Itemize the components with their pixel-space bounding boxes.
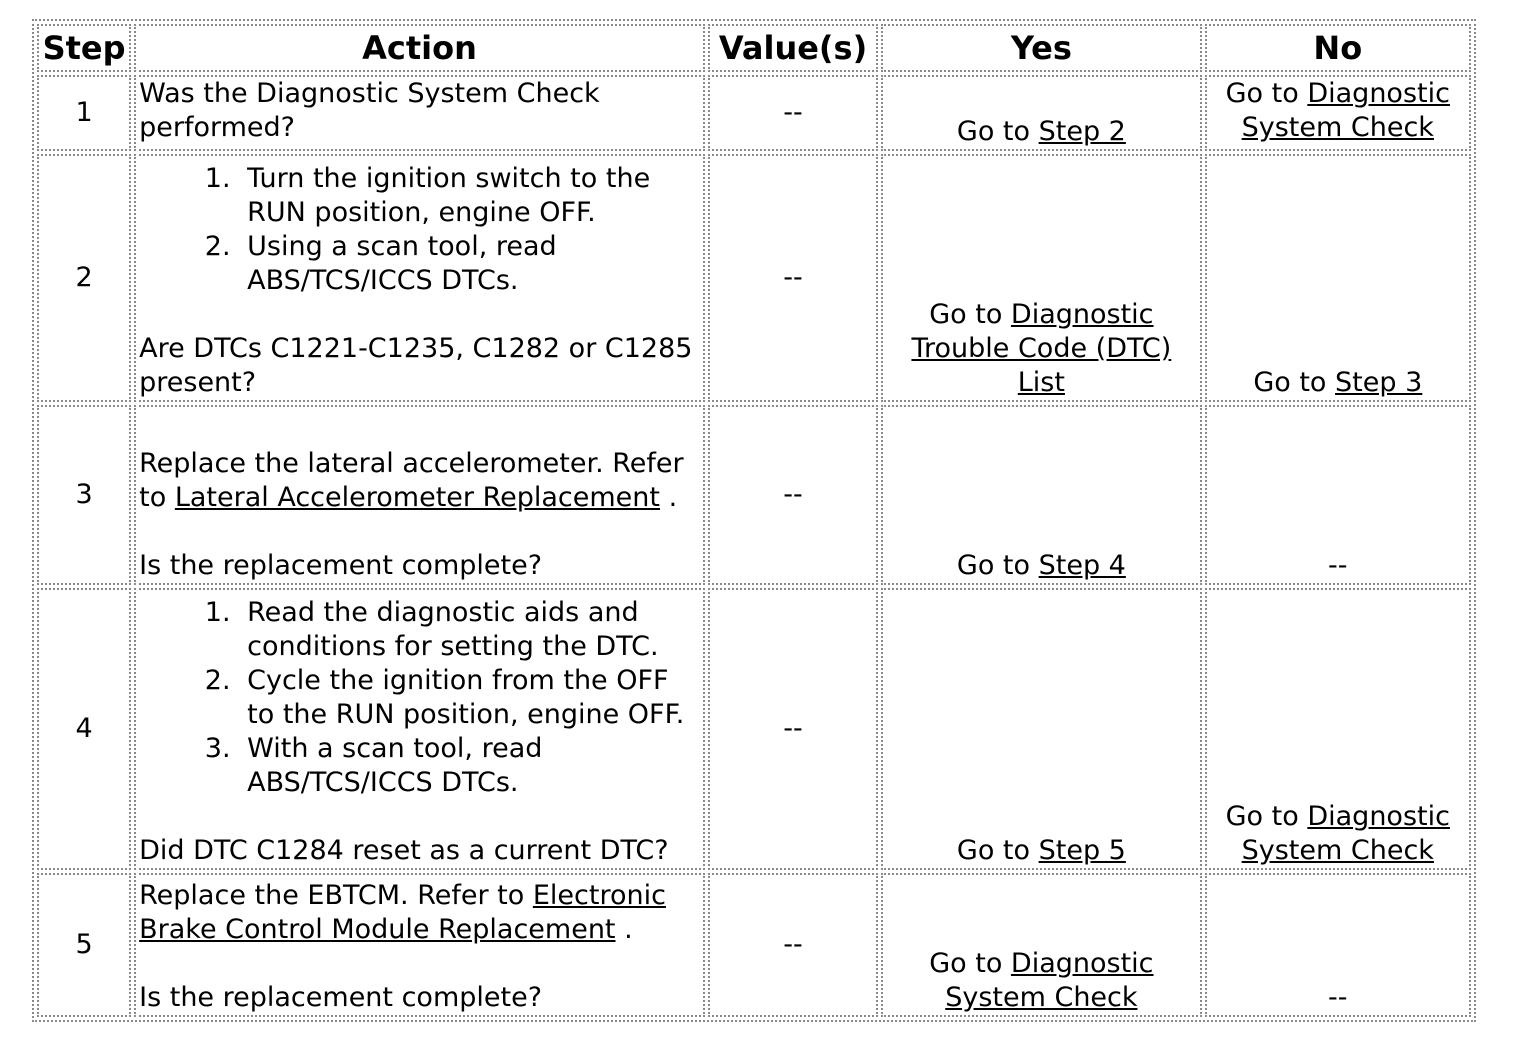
- action-cell: [134, 405, 705, 585]
- action-intro: [139, 447, 700, 515]
- no-cell: [1205, 154, 1471, 402]
- value-cell: --: [708, 75, 878, 151]
- table-row: [37, 405, 1471, 585]
- action-step-item: 1. Read the diagnostic aids and conditions for setting the DTC.: [239, 596, 700, 664]
- action-question: Was the Diagnostic System Check performed?: [139, 78, 600, 143]
- action-step-item: 1. Turn the ignition switch to the RUN position, engine OFF.: [239, 162, 700, 230]
- action-intro-end: .: [659, 482, 678, 513]
- action-cell: [134, 873, 705, 1017]
- action-intro-text: Replace the lateral accelerometer. Refer to: [139, 448, 684, 513]
- action-intro: [139, 879, 700, 947]
- action-step-item: 3. With a scan tool, read ABS/TCS/ICCS DTCs.: [239, 732, 700, 800]
- yes-link-step-4[interactable]: Step 4: [1038, 550, 1126, 581]
- no-prefix: Go to: [1253, 367, 1336, 398]
- action-cell: [134, 588, 705, 870]
- header-action: Action: [134, 24, 705, 72]
- yes-prefix: Go to: [929, 299, 1011, 330]
- header-row: [37, 24, 1471, 72]
- yes-cell: [881, 588, 1201, 870]
- no-link-step-3[interactable]: Step 3: [1335, 367, 1423, 398]
- action-question: Is the replacement complete?: [139, 550, 543, 581]
- yes-prefix: Go to: [956, 835, 1039, 866]
- yes-cell: [881, 75, 1201, 151]
- action-cell: [134, 154, 705, 402]
- step-number: 4: [37, 588, 131, 870]
- table-row: [37, 873, 1471, 1017]
- header-no: No: [1205, 24, 1471, 72]
- step-number: 5: [37, 873, 131, 1017]
- header-step: Step: [37, 24, 131, 72]
- value-cell: --: [708, 873, 878, 1017]
- table-row: [37, 154, 1471, 402]
- step-number: 3: [37, 405, 131, 585]
- no-cell: --: [1205, 873, 1471, 1017]
- yes-cell: [881, 873, 1201, 1017]
- no-prefix: Go to: [1225, 78, 1308, 109]
- action-question: Is the replacement complete?: [139, 982, 543, 1013]
- diagnostic-table: [32, 19, 1476, 1022]
- yes-prefix: Go to: [929, 948, 1011, 979]
- lateral-accelerometer-replacement-link[interactable]: Lateral Accelerometer Replacement: [174, 482, 660, 513]
- value-cell: --: [708, 588, 878, 870]
- action-step-item: 2. Using a scan tool, read ABS/TCS/ICCS DTCs.: [239, 230, 700, 298]
- yes-link-step-5[interactable]: Step 5: [1038, 835, 1126, 866]
- action-steps-list: [139, 596, 700, 800]
- step-number: 1: [37, 75, 131, 151]
- action-steps-list: [139, 162, 700, 298]
- action-step-item: 2. Cycle the ignition from the OFF to the RUN position, engine OFF.: [239, 664, 700, 732]
- action-intro-end: .: [615, 914, 633, 945]
- action-question: Did DTC C1284 reset as a current DTC?: [139, 835, 669, 866]
- step-number: 2: [37, 154, 131, 402]
- yes-prefix: Go to: [956, 550, 1039, 581]
- yes-prefix: Go to: [956, 116, 1039, 147]
- no-prefix: Go to: [1225, 801, 1308, 832]
- yes-link-diagnostic-system-check[interactable]: Diagnostic System Check: [945, 948, 1154, 1013]
- header-values: Value(s): [708, 24, 878, 72]
- ebcm-replacement-link[interactable]: Electronic Brake Control Module Replacement: [139, 880, 666, 945]
- no-link-diagnostic-system-check[interactable]: Diagnostic System Check: [1241, 78, 1450, 143]
- no-link-diagnostic-system-check[interactable]: Diagnostic System Check: [1241, 801, 1450, 866]
- value-cell: --: [708, 405, 878, 585]
- table-row: [37, 588, 1471, 870]
- yes-link-dtc-list[interactable]: Diagnostic Trouble Code (DTC) List: [911, 299, 1172, 398]
- yes-cell: [881, 405, 1201, 585]
- no-cell: [1205, 75, 1471, 151]
- action-intro-text: Replace the EBTCM. Refer to: [139, 880, 533, 911]
- table-row: [37, 75, 1471, 151]
- yes-cell: [881, 154, 1201, 402]
- value-cell: --: [708, 154, 878, 402]
- header-yes: Yes: [881, 24, 1201, 72]
- action-cell: [134, 75, 705, 151]
- no-cell: --: [1205, 405, 1471, 585]
- action-question: Are DTCs C1221-C1235, C1282 or C1285 present?: [139, 333, 693, 398]
- no-cell: [1205, 588, 1471, 870]
- yes-link-step-2[interactable]: Step 2: [1038, 116, 1126, 147]
